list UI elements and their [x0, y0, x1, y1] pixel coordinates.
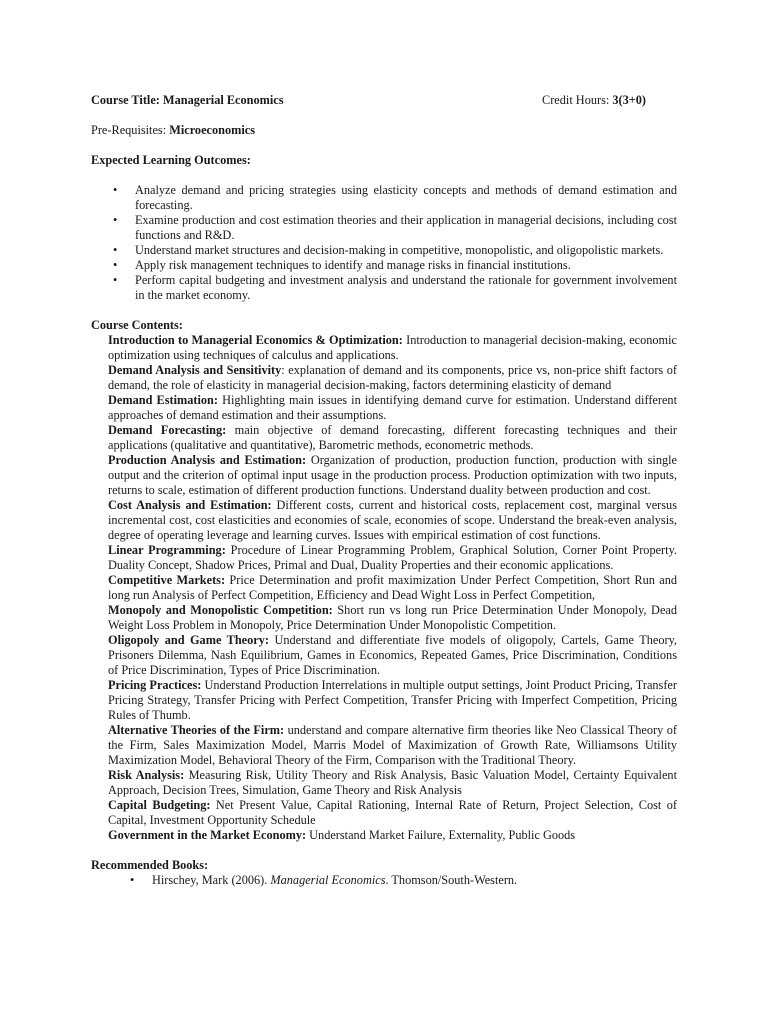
contents-heading: Course Contents:: [91, 318, 183, 332]
contents-item: [108, 498, 677, 543]
contents-item-text: : explanation of demand and its components, price vs, non-price shift factors of demand, the role of elasticity in managerial decision-making, factors determining elasticity of demand: [108, 363, 677, 392]
course-title: [91, 93, 284, 107]
contents-item-text: Understand Production Interrelations in multiple output settings, Joint Product Pricing, Transfer Pricing Strategy, Transfer Pricing with Perfect Competition, Transfer Pricing with Imperfect Competition, Pricing Rules of Thumb.: [108, 678, 677, 722]
contents-item-title: Capital Budgeting:: [108, 798, 211, 812]
contents-item-text: Short run vs long run Price Determination Under Monopoly, Dead Weight Loss Problem in Monopoly, Price Determination Under Monopolistic Competition.: [108, 603, 678, 632]
contents-item: [108, 543, 677, 573]
contents-item-text: Net Present Value, Capital Rationing, Internal Rate of Return, Project Selection, Cost of Capital, Investment Opportunity Schedule: [108, 798, 677, 827]
contents-item: [108, 393, 677, 423]
course-document: [91, 93, 677, 888]
contents-item-title: Production Analysis and Estimation:: [108, 453, 307, 467]
prerequisites-label: Pre-Requisites:: [91, 123, 167, 137]
outcome-item: • Apply risk management techniques to identify and manage risks in financial institutions.: [135, 258, 677, 273]
contents-item-text: Measuring Risk, Utility Theory and Risk Analysis, Basic Valuation Model, Certainty Equivalent Approach, Decision Trees, Simulation, Game Theory and Risk Analysis: [108, 768, 677, 797]
outcomes-heading: Expected Learning Outcomes:: [91, 153, 251, 167]
contents-item-text: Procedure of Linear Programming Problem, Graphical Solution, Corner Point Property. Duality Concept, Shadow Prices, Primal and Dual, Duality Properties and their economic applications.: [108, 543, 677, 572]
course-title-label: Course Title:: [91, 93, 160, 107]
contents-item-title: Demand Estimation:: [108, 393, 218, 407]
contents-item: [108, 363, 677, 393]
contents-item: [108, 678, 677, 723]
contents-item-text: Price Determination and profit maximization Under Perfect Competition, Short Run and long run Analysis of Perfect Competition, Efficiency and Dead Wight Loss in Perfect Competition,: [108, 573, 677, 602]
contents-item: [108, 768, 677, 798]
contents-item: [108, 423, 677, 453]
contents-item-text: Understand and differentiate five models of oligopoly, Cartels, Game Theory, Prisoners Dilemma, Nash Equilibrium, Games in Economics, Repeated Games, Price Discrimination, Conditions of Price Discrimination, Types of Price Discrimination.: [108, 633, 678, 677]
contents-item: [108, 723, 677, 768]
books-heading: Recommended Books:: [91, 858, 209, 872]
contents-item: [108, 603, 677, 633]
credit-hours-value: 3(3+0): [612, 93, 647, 107]
contents-item-title: Linear Programming:: [108, 543, 226, 557]
contents-item: [108, 828, 677, 843]
contents-item-text: main objective of demand forecasting, different forecasting techniques and their applications (qualitative and quantitative), Barometric methods, econometric methods.: [108, 423, 677, 452]
contents-item-title: Cost Analysis and Estimation:: [108, 498, 272, 512]
book-title: Managerial Economics: [270, 873, 386, 887]
contents-item-title: Demand Analysis and Sensitivity: [108, 363, 282, 377]
contents-list: [91, 333, 677, 843]
contents-item-title: Oligopoly and Game Theory:: [108, 633, 269, 647]
contents-item-title: Alternative Theories of the Firm:: [108, 723, 285, 737]
contents-item-title: Demand Forecasting:: [108, 423, 227, 437]
book-author: Hirschey, Mark (2006).: [152, 873, 271, 887]
contents-item-text: understand and compare alternative firm theories like Neo Classical Theory of the Firm, Sales Maximization Model, Marris Model of Maximization of Growth Rate, Williamsons Utility Maximization Model, Behavioral Theory of the Firm, Comparison with the Traditional Theory.: [108, 723, 677, 767]
contents-item-title: Pricing Practices:: [108, 678, 202, 692]
contents-item-text: Organization of production, production function, production with single output and the criterion of optimal input usage in the production process. Production optimization with two inputs, returns to scale, estimation of different production functions. Understand duality between production and cost.: [108, 453, 678, 497]
outcome-item: • Analyze demand and pricing strategies using elasticity concepts and methods of demand estimation and forecasting.: [135, 183, 677, 213]
contents-item-title: Government in the Market Economy:: [108, 828, 307, 842]
outcome-item: • Examine production and cost estimation theories and their application in managerial decisions, including cost functions and R&D.: [135, 213, 677, 243]
book-item: [152, 873, 677, 888]
contents-item-text: Introduction to managerial decision-making, economic optimization using techniques of calculus and applications.: [108, 333, 677, 362]
contents-item-title: Competitive Markets:: [108, 573, 226, 587]
outcome-item: • Understand market structures and decision-making in competitive, monopolistic, and oligopolistic markets.: [135, 243, 677, 258]
book-publisher: . Thomson/South-Western.: [385, 873, 518, 887]
contents-item: [108, 333, 677, 363]
contents-item-title: Monopoly and Monopolistic Competition:: [108, 603, 333, 617]
contents-item-title: Risk Analysis:: [108, 768, 185, 782]
outcome-item: • Perform capital budgeting and investment analysis and understand the rationale for government involvement in the market economy.: [135, 273, 677, 303]
contents-item: [108, 798, 677, 828]
books-list: [91, 873, 677, 888]
contents-item: [108, 573, 677, 603]
contents-item-text: Understand Market Failure, Externality, Public Goods: [306, 828, 576, 842]
prerequisites: [91, 123, 677, 138]
contents-item-text: Different costs, current and historical costs, replacement cost, marginal versus incremental cost, cost elasticities and economies of scale, economies of scope. Understand the break-even analysis, degree of operating leverage and learning curves. Issues with empirical estimation of cost functions.: [108, 498, 677, 542]
course-header: [91, 93, 677, 108]
outcomes-list: [91, 183, 677, 303]
contents-item-text: Highlighting main issues in identifying demand curve for estimation. Understand different approaches of demand estimation and their assumptions.: [108, 393, 677, 422]
contents-item: [108, 453, 677, 498]
contents-item-title: Introduction to Managerial Economics & Optimization:: [108, 333, 403, 347]
prerequisites-value: Microeconomics: [169, 123, 256, 137]
contents-item: [108, 633, 677, 678]
credit-hours: [542, 93, 646, 108]
course-title-value: Managerial Economics: [162, 93, 284, 107]
credit-hours-label: Credit Hours:: [542, 93, 610, 107]
